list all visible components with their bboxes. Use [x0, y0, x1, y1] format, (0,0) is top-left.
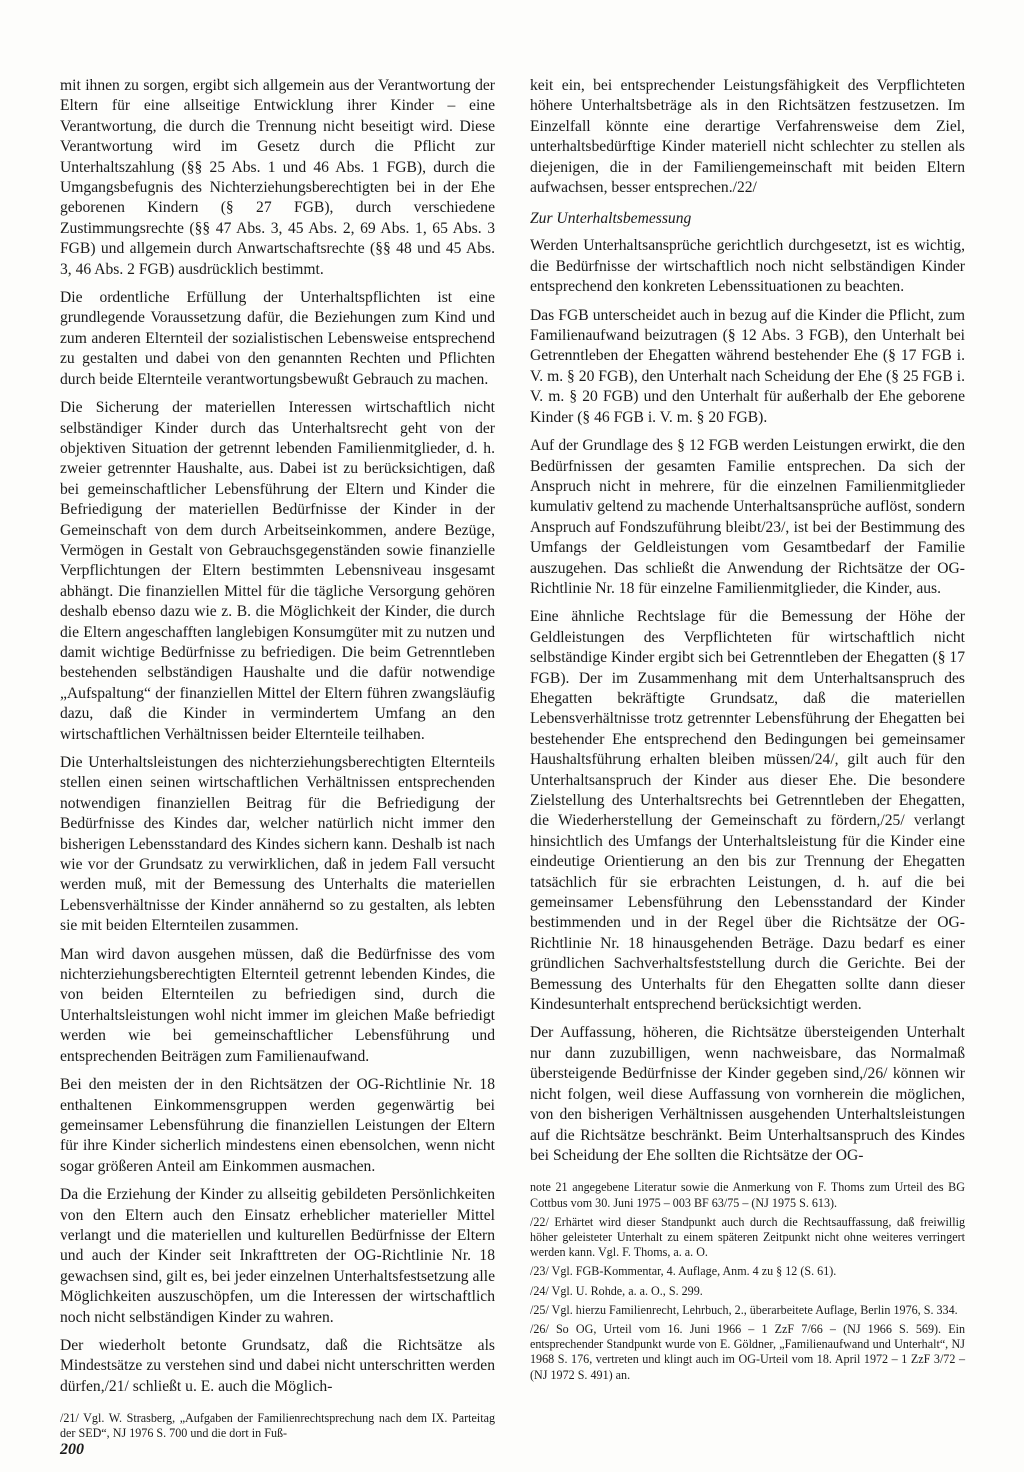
page-number: 200: [60, 1441, 84, 1458]
paragraph: Die ordentliche Erfüllung der Unterhaltspflichten ist eine grundlegende Voraussetzung dafür, die Beziehungen zum Kind und zum anderen Elternteil der sozialistischen Lebensweise entsprechend zu gestalten und dabei von den genannten Rechten und Pflichten durch beide Elternteile verantwortungsbewußt Gebrauch zu machen.: [60, 289, 495, 388]
paragraph: Auf der Grundlage des § 12 FGB werden Leistungen erwirkt, die den Bedürfnissen der gesamten Familie entsprechen. Da sich der Anspruch nicht in mehrere, für die einzelnen Familienmitglieder kumulativ geltend zu machende Unterhaltsansprüche auflöst, sondern Anspruch auf Fondszuführung bleibt/23/, ist bei der Bestimmung des Umfangs der Geldleistungen vom Gesamtbedarf der Familie auszugehen. Das schließt die Anwendung der Richtsätze der OG-Richtlinie Nr. 18 für einzelne Familienmitglieder, die Kinder, aus.: [530, 437, 965, 597]
footnote: /24/ Vgl. U. Rohde, a. a. O., S. 299.: [530, 1283, 703, 1298]
paragraph: mit ihnen zu sorgen, ergibt sich allgemein aus der Verantwortung der Eltern für eine allseitige Entwicklung ihrer Kinder – eine Verantwortung, die durch die Trennung nicht beseitigt wird. Diese Verantwortung wird im Gesetz durch die Pflicht zur Unterhaltszahlung (§§ 25 Abs. 1 und 46 Abs. 1 FGB), durch die Umgangsbefugnis des Nichterziehungsberechtigten bei in der Ehe geborenen Kindern (§ 27 FGB), durch verschiedene Zustimmungsrechte (§§ 47 Abs. 3, 45 Abs. 2, 69 Abs. 1, 65 Abs. 3 FGB) und allgemein durch Anwartschaftsrechte (§§ 48 und 45 Abs. 3, 46 Abs. 2 FGB) ausdrücklich bestimmt.: [60, 77, 495, 278]
paragraph: Die Sicherung der materiellen Interessen wirtschaftlich nicht selbständiger Kinder durch das Unterhaltsrecht geht von der objektiven Situation der getrennt lebenden Familienmitglieder, d. h. zweier getrennter Haushalte, aus. Dabei ist zu berücksichtigen, daß bei gemeinschaftlicher Lebensführung der Eltern und Kinder die Befriedigung der materiellen Bedürfnisse der Kinder in der Gemeinschaft von dem durch Arbeitseinkommen, andere Bezüge, Vermögen in Gestalt von Gebrauchsgegenständen sowie finanzielle Verpflichtungen der Eltern bestimmten Lebensniveau insgesamt abhängt. Die finanziellen Mittel für die tägliche Versorgung gehören deshalb ebenso dazu wie z. B. die Möglichkeit der Kinder, die durch die Eltern angeschafften langlebigen Konsumgüter mit zu nutzen und damit wichtige Bedürfnisse zu befriedigen. Die beim Getrenntleben bestehenden selbständigen Haushalte und die dafür notwendige „Aufspaltung“ der finanziellen Mittel der Eltern führen zwangsläufig dazu, daß die Kinder in vermindertem Umfang an den wirtschaftlichen Verhältnissen beider Elternteile teilhaben.: [60, 399, 495, 743]
paragraph: Die Unterhaltsleistungen des nichterziehungsberechtigten Elternteils stellen einen seinen wirtschaftlichen Verhältnissen entsprechenden notwendigen finanziellen Beitrag für die Befriedigung der Bedürfnisse des Kindes dar, welcher natürlich nicht immer den bisherigen Lebensstandard des Kindes sichern kann. Deshalb ist nach wie vor der Grundsatz zu verwirklichen, daß in jedem Fall versucht werden muß, mit der Bemessung des Unterhalts die materiellen Lebensverhältnisse der Kinder annähernd so zu gestalten, als lebten sie mit beiden Elternteilen zusammen.: [60, 754, 495, 935]
paragraph: Man wird davon ausgehen müssen, daß die Bedürfnisse des vom nichterziehungsberechtigten Elternteil getrennt lebenden Kindes, die von beiden Elternteilen zu befriedigen sind, durch die Unterhaltsleistungen wohl nicht immer im gleichen Maße befriedigt werden wie bei gemeinschaftlicher Lebensführung und entsprechenden Beiträgen zum Familienaufwand.: [60, 945, 495, 1065]
paragraph: Das FGB unterscheidet auch in bezug auf die Kinder die Pflicht, zum Familienaufwand beizutragen (§ 12 Abs. 3 FGB), den Unterhalt bei Getrenntleben der Ehegatten während bestehender Ehe (§ 17 FGB i. V. m. § 20 FGB), den Unterhalt nach Scheidung der Ehe (§ 25 FGB i. V. m. § 20 FGB) und den Unterhalt für außerhalb der Ehe geborene Kinder (§ 46 FGB i. V. m. § 20 FGB).: [530, 306, 965, 426]
paragraph: keit ein, bei entsprechender Leistungsfähigkeit des Verpflichteten höhere Unterhaltsbeträge als in den Richtsätzen festzusetzen. Im Einzelfall könnte eine derartige Verfahrensweise dem Ziel, unterhaltsbedürftige Kinder materiell nicht schlechter zu stellen als diejenigen, die in der Familiengemeinschaft mit beiden Eltern aufwachsen, besser entsprechen./22/: [530, 77, 965, 197]
right-column: [530, 76, 965, 1387]
footnote: note 21 angegebene Literatur sowie die Anmerkung von F. Thoms zum Urteil des BG Cottbus vom 30. Juni 1975 – 003 BF 63/75 – (NJ 1975 S. 613).: [530, 1180, 965, 1210]
paragraph: Da die Erziehung der Kinder zu allseitig gebildeten Persönlichkeiten von den Eltern auch den Einsatz erheblicher materieller Mittel verlangt und die materiellen und kulturellen Bedürfnisse der Eltern und auch der Kinder seit Inkrafttreten der OG-Richtlinie Nr. 18 gewachsen sind, gilt es, bei jeder einzelnen Unterhaltsfestsetzung alle Möglichkeiten auszuschöpfen, um die Interessen der wirtschaftlich noch nicht selbständigen Kinder zu wahren.: [60, 1186, 495, 1326]
section-heading: Zur Unterhaltsbemessung: [530, 210, 692, 228]
footnote: /21/ Vgl. W. Strasberg, „Aufgaben der Familienrechtsprechung nach dem IX. Parteitag der SED“, NJ 1976 S. 700 und die dort in Fuß-: [60, 1411, 495, 1441]
paragraph: Eine ähnliche Rechtslage für die Bemessung der Höhe der Geldleistungen des Verpflichteten für wirtschaftlich nicht selbständige Kinder ergibt sich bei Getrenntleben der Ehegatten (§ 17 FGB). Der im Zusammenhang mit dem Unterhaltsanspruch des Ehegatten bekräftigte Grundsatz, daß die materiellen Lebensverhältnisse trotz getrennter Lebensführung der Ehegatten bei bestehender Ehe entsprechend den Bedingungen bei gemeinsamer Haushaltsführung erhalten bleiben müssen/24/, gilt auch für den Unterhaltsanspruch der Kinder aus dieser Ehe. Die besondere Zielstellung des Unterhaltsrechts bei Getrenntleben der Ehegatten, die Wiederherstellung der Gemeinschaft zu fördern,/25/ verlangt hinsichtlich des Umfangs der Unterhaltsleistung für die Kinder eine eindeutige Orientierung an den bis zur Trennung der Ehegatten tatsächlich für sie erbrachten Leistungen, d. h. auf die bei gemeinsamer Lebensführung den Lebensstandard der Kinder bestimmenden und in der Regel über die Richtsätze der OG-Richtlinie Nr. 18 hinausgehenden Beträge. Dazu bedarf es einer gründlichen Sachverhaltsfeststellung durch die Gerichte. Bei der Bemessung des Unterhalts für den Ehegatten sollte dann dieser Kindesunterhalt entsprechend berücksichtigt werden.: [530, 608, 965, 1014]
footnote: /22/ Erhärtet wird dieser Standpunkt auch durch die Rechtsauffassung, daß freiwillig höher geleisteter Unterhalt zu einem späteren Zeitpunkt nicht ohne weiteres verringert werden kann. Vgl. F. Thoms, a. a. O.: [530, 1214, 965, 1260]
paragraph: Der wiederholt betonte Grundsatz, daß die Richtsätze als Mindestsätze zu verstehen sind und dabei nicht unterschritten werden dürfen,/21/ schließt u. E. auch die Möglich-: [60, 1336, 495, 1395]
footnote: /26/ So OG, Urteil vom 16. Juni 1966 – 1 ZzF 7/66 – (NJ 1966 S. 569). Ein entsprechender Standpunkt wurde von E. Göldner, „Familienaufwand und Unterhalt“, NJ 1968 S. 176, vertreten und klingt auch im OG-Urteil vom 18. April 1972 – 1 ZzF 3/72 – (NJ 1972 S. 491) an.: [530, 1321, 965, 1382]
paragraph: Bei den meisten der in den Richtsätzen der OG-Richtlinie Nr. 18 enthaltenen Einkommensgruppen werden gegenwärtig bei gemeinsamer Lebensführung die finanziellen Leistungen der Eltern für ihre Kinder sicherlich mindestens einen ebensolchen, wenn nicht sogar größeren Anteil am Einkommen ausmachen.: [60, 1076, 495, 1175]
paragraph: Der Auffassung, höheren, die Richtsätze übersteigenden Unterhalt nur dann zuzubilligen, wenn nachweisbare, das Normalmaß übersteigende Bedürfnisse der Kinder gegeben sind,/26/ können wir nicht folgen, weil diese Auffassung von vornherein die möglichen, von den bisherigen Verhältnissen ausgehenden Unterhaltsleistungen auf die Richtsätze beschränkt. Beim Unterhaltsanspruch des Kindes bei Scheidung der Ehe sollten die Richtsätze der OG-: [530, 1024, 965, 1164]
left-column: [60, 76, 495, 1446]
footnote: /25/ Vgl. hierzu Familienrecht, Lehrbuch, 2., überarbeitete Auflage, Berlin 1976, S. 334.: [530, 1302, 958, 1317]
footnote: /23/ Vgl. FGB-Kommentar, 4. Auflage, Anm. 4 zu § 12 (S. 61).: [530, 1264, 837, 1279]
paragraph: Werden Unterhaltsansprüche gerichtlich durchgesetzt, ist es wichtig, die Bedürfnisse der wirtschaftlich noch nicht selbständigen Kinder entsprechend den konkreten Lebenssituationen zu beachten.: [530, 237, 965, 296]
